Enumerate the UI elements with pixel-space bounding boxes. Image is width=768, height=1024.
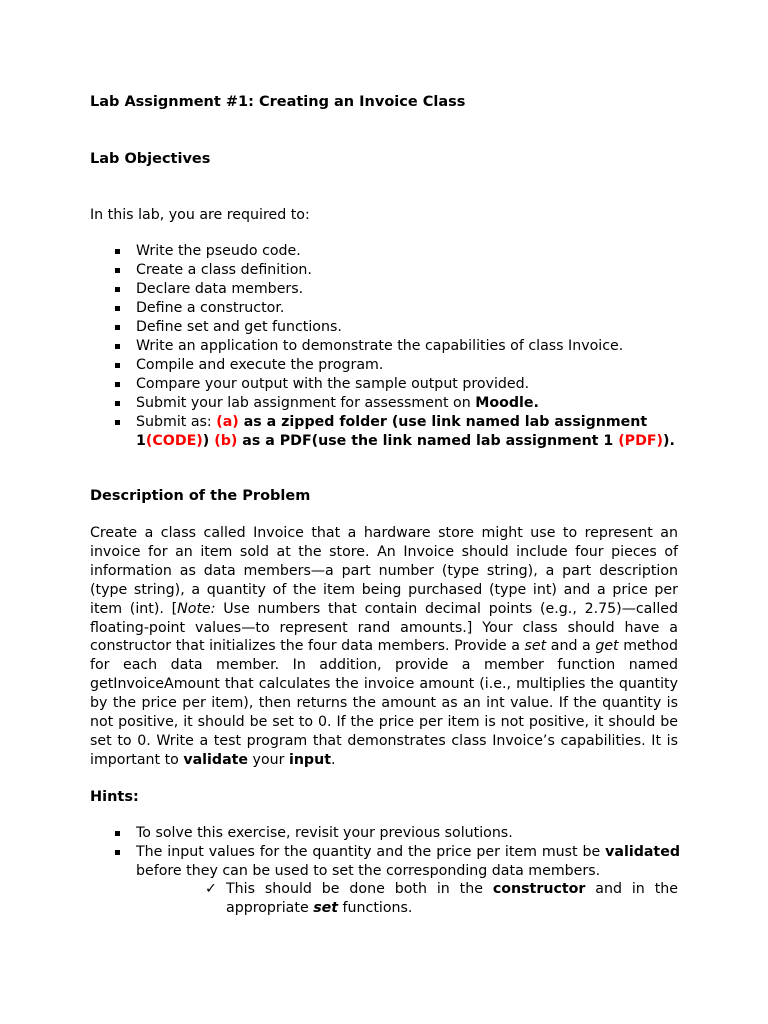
hints-heading: Hints: [90,789,139,805]
hints-list [90,824,680,881]
bullet-icon [115,363,120,368]
option-b-marker: (b) [214,433,238,449]
intro-text: In this lab, you are required to: [90,207,310,223]
bullet-icon [115,850,120,855]
code-label: (CODE) [145,433,203,449]
bullet-icon [115,344,120,349]
list-item: Declare data members. [90,280,680,299]
objectives-heading: Lab Objectives [90,151,211,167]
objectives-list [90,242,680,451]
set-functions-word: set [313,900,339,916]
submit-moodle-item: Submit your lab assignment for assessment on Moodle. [90,394,680,413]
check-sub-item: ✓ This should be done both in the constructor and in the appropriate set functions. [205,881,678,916]
list-item: Define set and get functions. [90,318,680,337]
validated-word: validated [605,844,680,860]
list-item: The input values for the quantity and the price per item must be validated before they can be used to set the corresponding data members. [90,843,680,881]
moodle-label: Moodle. [475,395,539,411]
bullet-icon [115,401,120,406]
validate-word: validate [183,751,249,768]
bullet-icon [115,831,120,836]
constructor-word: constructor [492,881,586,897]
get-word: get [595,638,619,655]
list-item: Compare your output with the sample output provided. [90,375,680,394]
list-item: Write an application to demonstrate the capabilities of class Invoice. [90,337,680,356]
bullet-icon [115,287,120,292]
bullet-icon [115,306,120,311]
submit-as-item: Submit as: (a) as a zipped folder (use link named lab assignment 1(CODE)) (b) as a PDF(use the link named lab assignment 1 (PDF)). [90,413,680,451]
description-paragraph: Create a class called Invoice that a hardware store might use to represent an invoice for an item sold at the store. An Invoice should include four pieces of information as data members—a part number (type string), a part description (type string), a quantity of the item being purchased (type int) and a price per item (int). [Note: Use numbers that contain decimal points (e.g., 2.75)—called floating-point values—to represent rand amounts.] Your class should have a constructor that initializes the four data members. Provide a set and a get method for each data member. In addition, provide a member function named getInvoiceAmount that calculates the invoice amount (i.e., multiplies the quantity by the price per item), then returns the amount as an int value. If the quantity is not positive, it should be set to 0. If the price per item is not positive, it should be set to 0. Write a test program that demonstrates class Invoice’s capabilities. It is important to validate your input. [90,525,678,768]
list-item: Compile and execute the program. [90,356,680,375]
list-item: Define a constructor. [90,299,680,318]
list-item: Create a class definition. [90,261,680,280]
bullet-icon [115,325,120,330]
pdf-label: (PDF) [618,433,664,449]
list-item: Write the pseudo code. [90,242,680,261]
bullet-icon [115,249,120,254]
description-heading: Description of the Problem [90,488,311,504]
set-word: set [524,638,547,655]
bullet-icon [115,382,120,387]
option-a-marker: (a) [216,414,239,430]
checkmark-icon: ✓ [205,881,217,897]
note-label: Note: [177,600,216,617]
document-title: Lab Assignment #1: Creating an Invoice Class [90,94,466,110]
bullet-icon [115,420,120,425]
list-item: To solve this exercise, revisit your previous solutions. [90,824,680,843]
bullet-icon [115,268,120,273]
input-word: input [288,751,331,768]
